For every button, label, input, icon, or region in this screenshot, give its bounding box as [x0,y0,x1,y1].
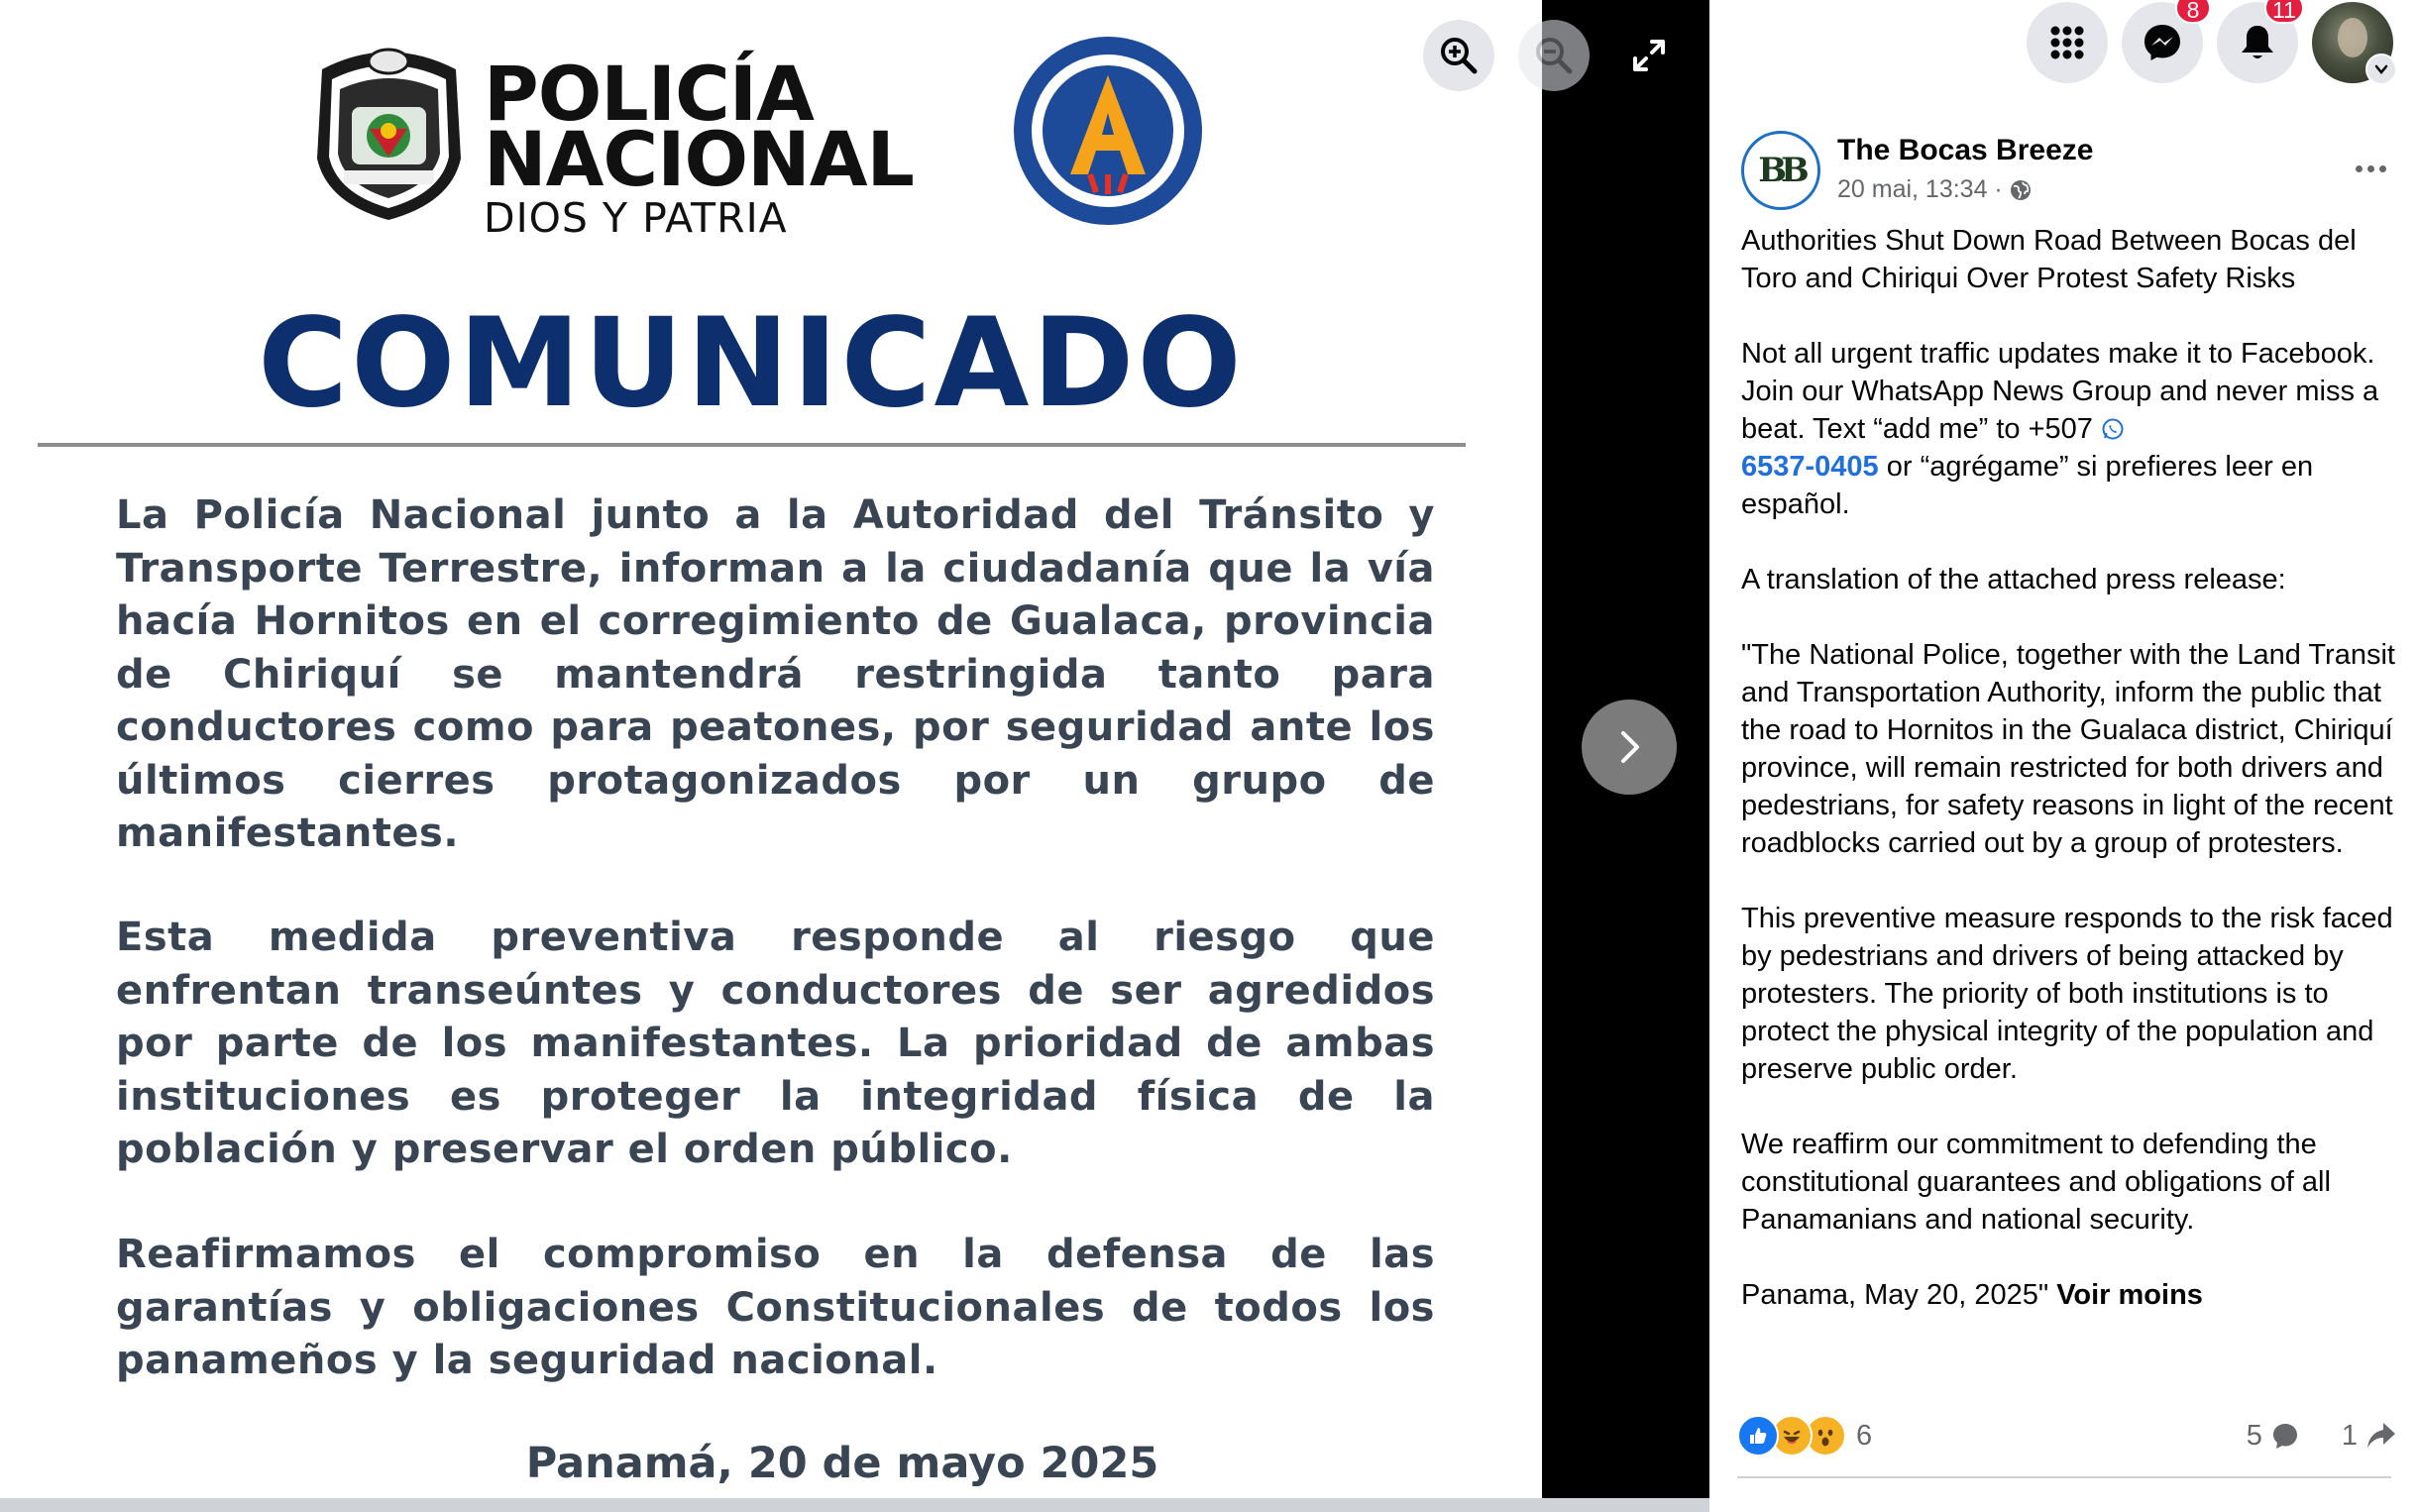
chevron-down-icon [2373,61,2389,77]
menu-button[interactable] [2027,2,2108,83]
underlying-page-strip [0,1498,1709,1512]
messenger-badge: 8 [2175,0,2211,24]
fullscreen-icon [1631,38,1667,73]
document-paragraph-2: Esta medida preventiva responde al riesgo que enfrentan transeúntes y conductores de ser agredidos por parte de los manifestantes. La prioridad de ambas instituciones es proteger la integridad física de la población y preservar el orden público. [116,915,1435,1172]
wordmark-line-3: DIOS Y PATRIA [484,194,788,242]
translation-paragraph-1: "The National Police, together with the Land Transit and Transportation Authority, inform the public that the road to Hornitos in the Gualaca district, Chiriquí province, will remain restricted for both drivers and pedestrians, for safety reasons in light of the recent roadblocks carried out by a group of protesters. [1741,639,2395,859]
messenger-icon [2142,22,2183,63]
share-count: 1 [2341,1419,2358,1452]
closing-date: Panama, May 20, 2025" [1741,1279,2057,1311]
more-dot-icon [2379,165,2386,172]
next-photo-button[interactable] [1582,700,1677,795]
more-dot-icon [2367,165,2374,172]
zoom-out-icon [1533,35,1575,76]
post-meta [1837,175,2033,204]
actions-divider [1737,1476,2391,1478]
wordmark-line-1: POLICÍA [484,50,814,138]
wordmark-line-2: NACIONAL [484,115,914,203]
page-avatar[interactable] [1741,131,1820,210]
bell-icon [2239,23,2276,62]
zoom-in-icon [1438,35,1480,76]
whatsapp-phone-link[interactable]: 6537-0405 [1741,451,1879,483]
post-options-button[interactable] [2346,149,2395,188]
share-count-button[interactable] [2342,1420,2397,1453]
engagement-counts [2217,1413,2397,1458]
comment-count: 5 [2246,1419,2262,1452]
globe-icon [2009,178,2033,202]
promo-text-start: Not all urgent traffic updates make it to Facebook. Join our WhatsApp News Group and never miss a beat. Text “add me” to +507 [1741,338,2379,445]
promo-text-end: or “agrégame” si prefieres leer en español. [1741,451,2314,520]
post-closing [1741,1276,2395,1314]
reactions-summary[interactable] [1737,1413,1872,1458]
policia-nacional-crest-logo [302,40,476,223]
share-icon [2365,1421,2397,1451]
policia-nacional-wordmark [484,50,914,242]
title-divider [38,443,1466,447]
zoom-out-button[interactable] [1518,20,1590,91]
account-menu-chevron[interactable] [2365,54,2397,85]
post-timestamp[interactable]: 20 mai, 13:34 · [1837,175,2003,203]
top-navigation [1709,0,2419,95]
post-promo [1741,335,2395,523]
post-side-panel [1709,0,2419,1512]
document-paragraph-1: La Policía Nacional junto a la Autoridad del Tránsito y Transporte Terrestre, informan a la ciudadanía que la vía hacía Hornitos en el corregimiento de Gualaca, provincia de Chiriquí se mantendrá restringida tanto para conductores como para peatones, por seguridad ante los últimos cierres protagonizados por un grupo de manifestantes. [116,492,1435,856]
reaction-count: 6 [1856,1419,1873,1452]
page-avatar-initials: BB [1758,151,1804,190]
see-less-link[interactable]: Voir moins [2056,1279,2203,1311]
document-title: COMUNICADO [258,292,1245,435]
like-reaction-icon [1737,1415,1779,1457]
profile-avatar[interactable] [2312,2,2393,83]
post-header [1741,131,2395,214]
comment-count-button[interactable] [2247,1420,2300,1453]
document-date: Panamá, 20 de mayo 2025 [525,1439,1159,1488]
page-name-link[interactable]: The Bocas Breeze [1837,134,2094,166]
post-text [1741,222,2395,1351]
grid-menu-icon [2049,25,2085,60]
translation-intro: A translation of the attached press release: [1741,564,2286,595]
document-paragraph-3: Reafirmamos el compromiso en la defensa de las garantías y obligaciones Constitucionales de todos los panameños y la seguridad nacional. [116,1232,1435,1383]
avatar-face [2338,18,2367,57]
fullscreen-button[interactable] [1613,20,1685,91]
comment-icon [2270,1421,2300,1451]
notifications-badge: 11 [2264,0,2304,24]
whatsapp-icon [2101,417,2125,441]
more-dot-icon [2356,165,2363,172]
zoom-in-button[interactable] [1423,20,1494,91]
chevron-right-icon [1609,727,1649,767]
attt-seal-logo [1013,36,1203,226]
post-headline: Authorities Shut Down Road Between Bocas del Toro and Chiriqui Over Protest Safety Risks [1741,225,2357,294]
translation-paragraph-2: This preventive measure responds to the risk faced by pedestrians and drivers of being attacked by protesters. The priority of both institutions is to protect the physical integrity of the population and preserve public order. [1741,903,2393,1085]
translation-paragraph-3: We reaffirm our commitment to defending the constitutional guarantees and obligations of all Panamanians and national security. [1741,1129,2331,1236]
